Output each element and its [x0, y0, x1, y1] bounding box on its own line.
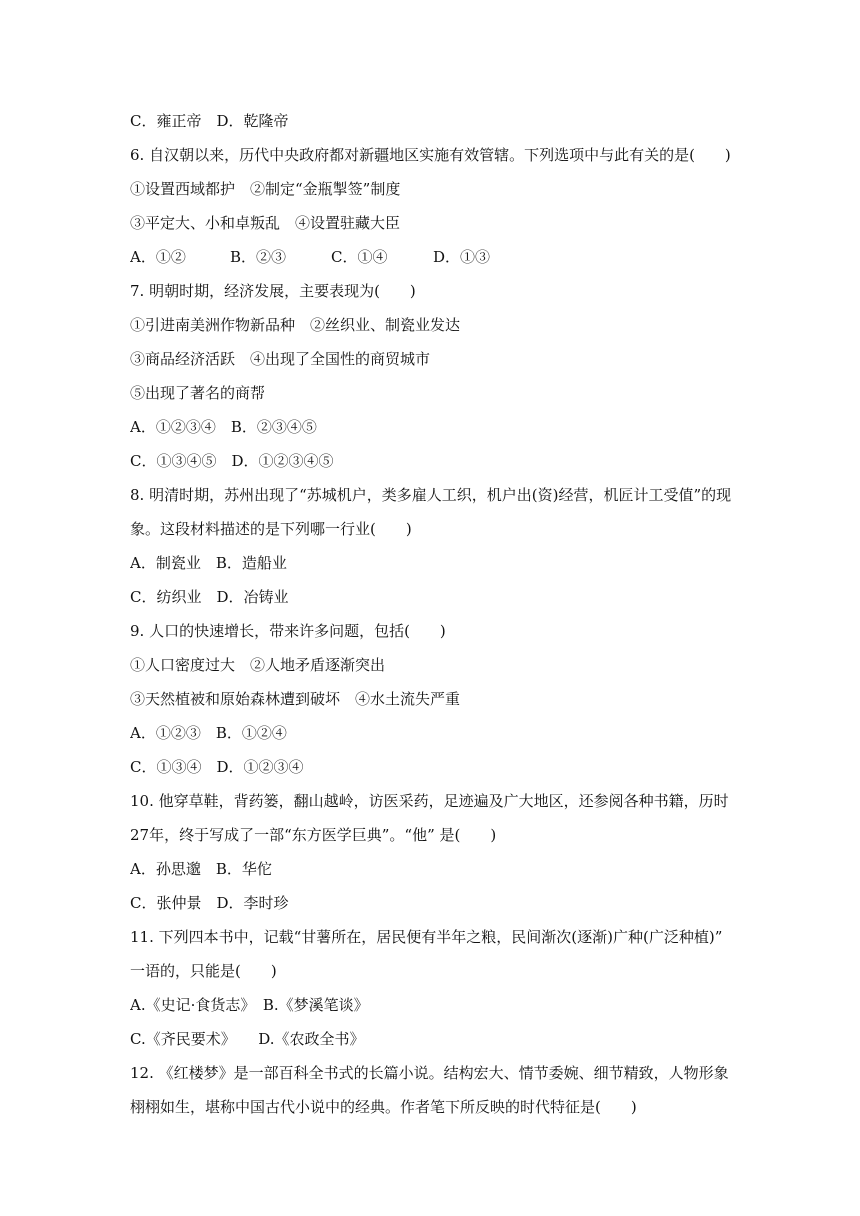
- q6-option-b: B．②③: [230, 248, 287, 266]
- q9-options-cd: C．①③④ D．①②③④: [130, 758, 304, 776]
- q10-options-ab: A．孙思邈 B．华佗: [130, 860, 272, 878]
- q6-statements-1: ①设置西域都护 ②制定“金瓶掣签”制度: [130, 180, 401, 198]
- q8-options-ab: A．制瓷业 B．造船业: [130, 554, 287, 572]
- q12-stem-2: 栩栩如生，堪称中国古代小说中的经典。作者笔下所反映的时代特征是( ): [130, 1098, 637, 1116]
- q10-stem-2: 27年，终于写成了一部“东方医学巨典”。“他” 是( ): [130, 826, 497, 844]
- q6-statements-2: ③平定大、小和卓叛乱 ④设置驻藏大臣: [130, 214, 401, 232]
- q9-options-ab: A．①②③ B．①②④: [130, 724, 287, 742]
- q10-stem-1: 10. 他穿草鞋，背药篓，翻山越岭，访医采药，足迹遍及广大地区，还参阅各种书籍，历时: [130, 792, 729, 810]
- q11-options-ab: A.《史记·食货志》 B.《梦溪笔谈》: [130, 996, 369, 1014]
- q7-options-ab: A．①②③④ B．②③④⑤: [130, 418, 317, 436]
- q8-stem-2: 象。这段材料描述的是下列哪一行业( ): [130, 520, 412, 538]
- q9-statements-2: ③天然植被和原始森林遭到破坏 ④水土流失严重: [130, 690, 461, 708]
- q8-stem-1: 8. 明清时期，苏州出现了“苏城机户，类多雇人工织，机户出(资)经营，机匠计工受值”的现: [130, 486, 732, 504]
- q12-stem-1: 12. 《红楼梦》是一部百科全书式的长篇小说。结构宏大、情节委婉、细节精致，人物形象: [130, 1064, 729, 1082]
- q6-option-d: D．①③: [433, 248, 491, 266]
- q5-options-cd: C．雍正帝 D．乾隆帝: [130, 112, 289, 130]
- q6-option-c: C．①④: [331, 248, 388, 266]
- q9-statements-1: ①人口密度过大 ②人地矛盾逐渐突出: [130, 656, 386, 674]
- q7-statements-2: ③商品经济活跃 ④出现了全国性的商贸城市: [130, 350, 431, 368]
- q6-options: [130, 247, 740, 267]
- q7-stem: 7. 明朝时期，经济发展，主要表现为( ): [130, 282, 416, 300]
- q11-stem-2: 一语的，只能是( ): [130, 962, 277, 980]
- q6-stem: 6. 自汉朝以来，历代中央政府都对新疆地区实施有效管辖。下列选项中与此有关的是( ): [130, 146, 731, 164]
- q7-statements-3: ⑤出现了著名的商帮: [130, 384, 266, 402]
- q8-options-cd: C．纺织业 D．冶铸业: [130, 588, 289, 606]
- q10-options-cd: C．张仲景 D．李时珍: [130, 894, 289, 912]
- q6-option-a: A．①②: [130, 248, 186, 266]
- q11-stem-1: 11. 下列四本书中，记载“甘薯所在，居民便有半年之粮，民间渐次(逐渐)广种(广泛种植)”: [130, 928, 723, 946]
- q7-options-cd: C．①③④⑤ D．①②③④⑤: [130, 452, 334, 470]
- q9-stem: 9. 人口的快速增长，带来许多问题，包括( ): [130, 622, 446, 640]
- q11-options-cd: C.《齐民要术》 D.《农政全书》: [130, 1030, 365, 1048]
- q7-statements-1: ①引进南美洲作物新品种 ②丝织业、制瓷业发达: [130, 316, 461, 334]
